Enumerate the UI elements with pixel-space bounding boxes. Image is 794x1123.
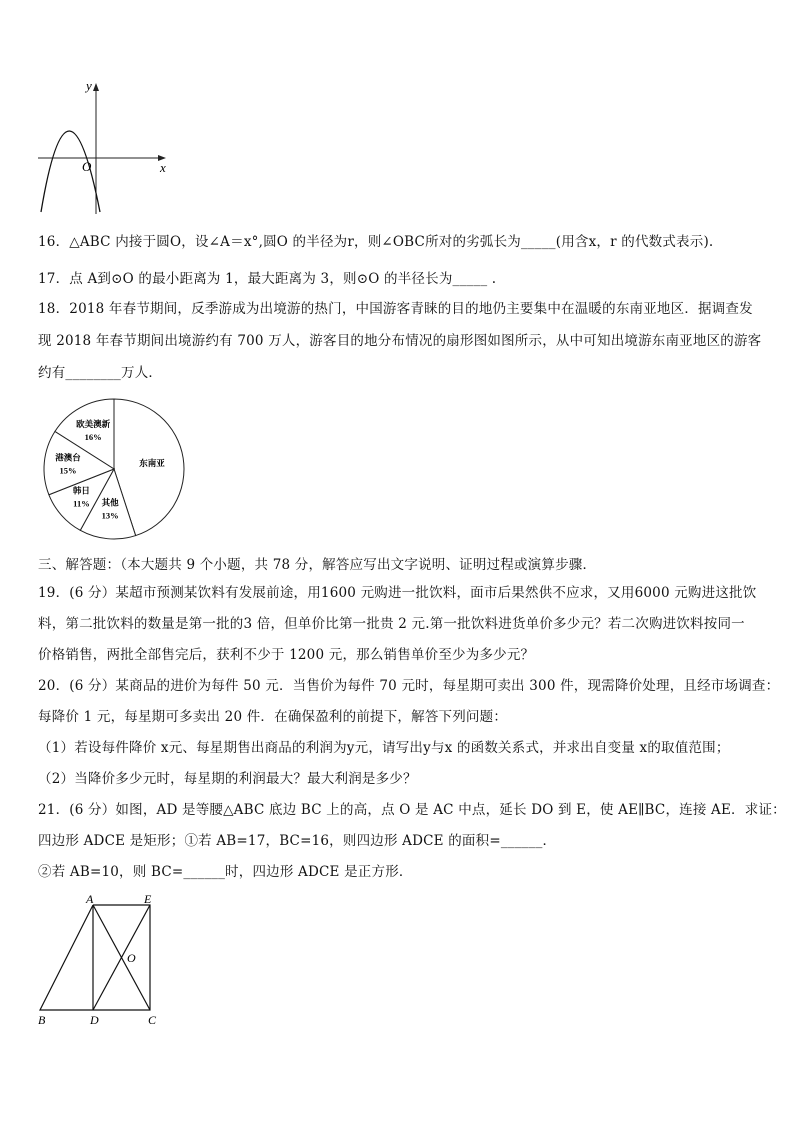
question-19-line-3: 价格销售，两批全部售完后，获利不少于 1200 元，那么销售单价至少为多少元？ bbox=[38, 647, 535, 663]
point-E-label: E bbox=[144, 892, 152, 906]
pie-label-1: 东南亚 bbox=[139, 457, 165, 468]
question-20-line-2: 每降价 1 元，每星期可多卖出 20 件．在确保盈利的前提下，解答下列问题： bbox=[38, 709, 508, 725]
y-axis-label: y bbox=[86, 78, 92, 93]
question-18-line-2: 现 2018 年春节期间出境游约有 700 万人，游客目的地分布情况的扇形图如图所示，从中可知出境游东南亚地区的游客 bbox=[38, 333, 762, 349]
question-20-line-1: 20．(6 分）某商品的进价为每件 50 元．当售价为每件 70 元时，每星期可卖出 300 件，现需降价处理，且经市场调查： bbox=[38, 678, 780, 694]
pie-label-0: 欧美澳新 bbox=[76, 418, 111, 429]
rectangle-figure bbox=[30, 890, 170, 1030]
pie-value-2: 13% bbox=[101, 510, 119, 521]
point-A-label: A bbox=[86, 892, 94, 906]
pie-chart bbox=[38, 396, 190, 542]
pie-value-3: 11% bbox=[73, 498, 90, 509]
question-18-line-1: 18．2018 年春节期间，反季游成为出境游的热门，中国游客青睐的目的地仍主要集中在温暖的东南亚地区．据调查发 bbox=[38, 301, 753, 317]
question-21-line-3: ②若 AB=10，则 BC=______时，四边形 ADCE 是正方形． bbox=[38, 864, 413, 880]
question-18-line-3: 约有________万人． bbox=[38, 365, 163, 381]
question-16: 16．△ABC 内接于圆O，设∠A＝x°,圆O 的半径为r，则∠OBC所对的劣弧长为_____(用含x，r 的代数式表示). bbox=[38, 234, 714, 250]
pie-label-2: 其他 bbox=[101, 497, 119, 508]
pie-value-4: 15% bbox=[59, 465, 77, 476]
y-axis-arrow bbox=[93, 83, 99, 91]
question-20-part-2: （2）当降价多少元时，每星期的利润最大？最大利润是多少？ bbox=[38, 771, 417, 787]
pie-label-3: 韩日 bbox=[72, 485, 90, 496]
x-axis-label: x bbox=[160, 160, 166, 175]
point-D-label: D bbox=[90, 1013, 99, 1027]
question-17: 17．点 A到⊙O 的最小距离为 1，最大距离为 3，则⊙O 的半径长为_____ . bbox=[38, 271, 497, 287]
origin-label: O bbox=[82, 159, 92, 174]
point-O-label: O bbox=[127, 951, 136, 965]
pie-label-4: 港澳台 bbox=[55, 452, 81, 463]
parabola-figure bbox=[36, 78, 176, 218]
point-C-label: C bbox=[148, 1013, 157, 1027]
pie-value-0: 16% bbox=[84, 431, 102, 442]
question-19-line-1: 19．(6 分）某超市预测某饮料有发展前途，用1600 元购进一批饮料，面市后果然供不应求，又用6000 元购进这批饮 bbox=[38, 585, 757, 601]
question-21-line-2: 四边形 ADCE 是矩形；①若 AB=17，BC=16，则四边形 ADCE 的面积=______． bbox=[38, 833, 557, 849]
point-B-label: B bbox=[38, 1013, 46, 1027]
section-3-heading: 三、解答题：（本大题共 9 个小题，共 78 分，解答应写出文字说明、证明过程或演算步骤． bbox=[38, 557, 597, 573]
question-20-part-1: （1）若设每件降价 x元、每星期售出商品的利润为y元，请写出y与x 的函数关系式，并求出自变量 x的取值范围； bbox=[38, 740, 730, 756]
question-19-line-2: 料，第二批饮料的数量是第一批的3 倍，但单价比第一批贵 2 元.第一批饮料进货单价多少元？若二次购进饮料按同一 bbox=[38, 616, 745, 632]
question-21-line-1: 21．(6 分）如图，AD 是等腰△ABC 底边 BC 上的高，点 O 是 AC 中点，延长 DO 到 E，使 AE∥BC，连接 AE．求证： bbox=[38, 802, 786, 818]
